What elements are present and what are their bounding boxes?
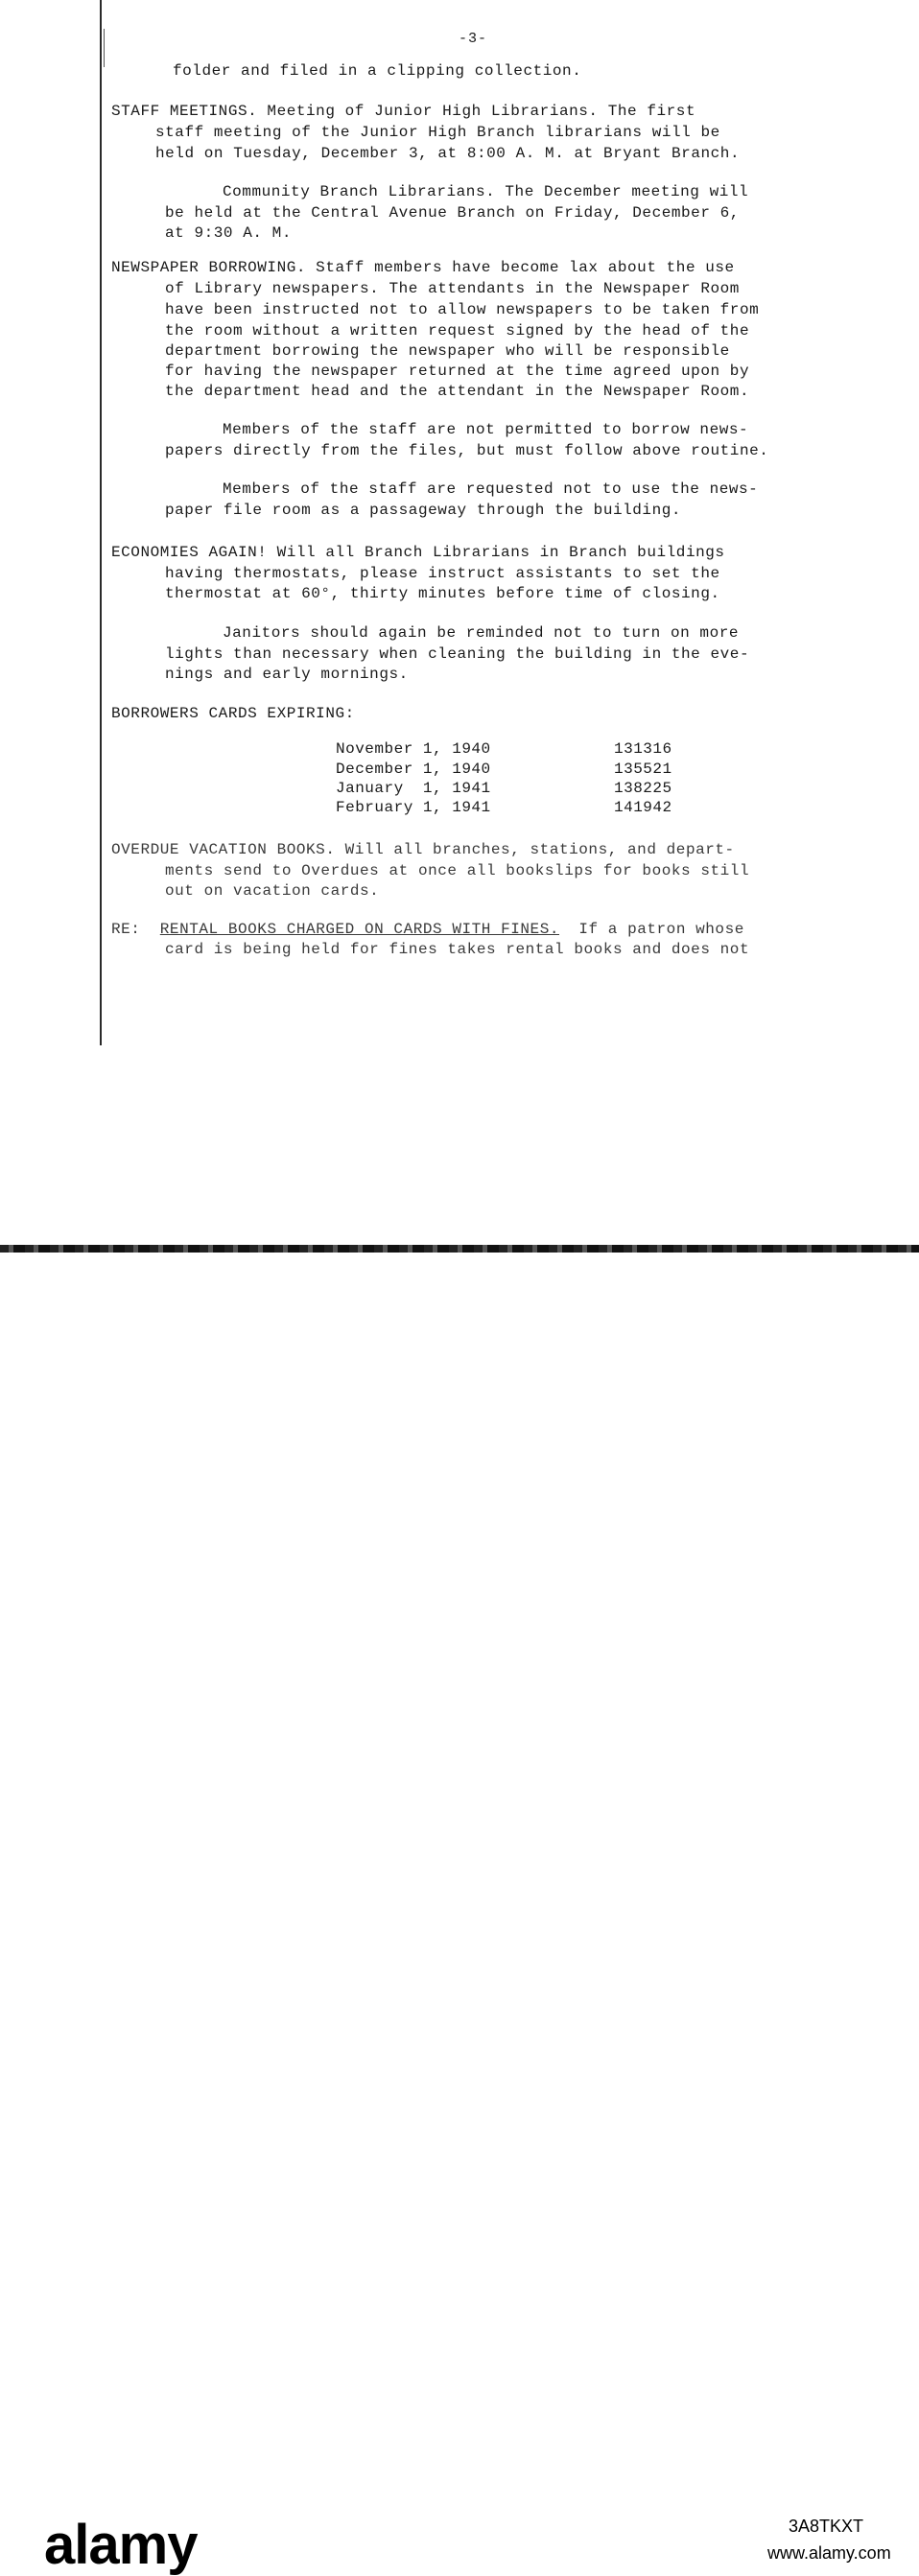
card-number: 131316 — [614, 740, 672, 758]
staff-meetings-line-1: STAFF MEETINGS. Meeting of Junior High Librarians. The first — [111, 103, 696, 120]
newspaper-line-7: the department head and the attendant in the Newspaper Room. — [165, 383, 750, 400]
alamy-logo: alamy — [44, 2514, 198, 2576]
community-branch-line-1: Community Branch Librarians. The December meeting will — [223, 183, 749, 200]
janitors-line-3: nings and early mornings. — [165, 666, 409, 683]
document-page — [0, 0, 919, 1247]
newspaper-line-1: NEWSPAPER BORROWING. Staff members have become lax about the use — [111, 259, 735, 276]
community-branch-line-2: be held at the Central Avenue Branch on Friday, December 6, — [165, 204, 740, 222]
scan-edge-strip — [0, 1245, 919, 1253]
rental-line-1-rest: If a patron whose — [578, 921, 744, 938]
rental-line-1 — [111, 920, 744, 939]
card-number: 135521 — [614, 761, 672, 778]
newspaper-line-3: have been instructed not to allow newspapers to be taken from — [165, 301, 760, 318]
continuation-line: folder and filed in a clipping collection. — [173, 62, 582, 80]
overdue-line-3: out on vacation cards. — [165, 882, 380, 900]
newspaper-line-2: of Library newspapers. The attendants in the Newspaper Room — [165, 280, 740, 297]
janitors-line-1: Janitors should again be reminded not to turn on more — [223, 624, 740, 642]
rental-heading: RENTAL BOOKS CHARGED ON CARDS WITH FINES. — [159, 921, 559, 938]
janitors-line-2: lights than necessary when cleaning the building in the eve- — [165, 645, 750, 663]
expiry-date: February 1, 1941 — [336, 799, 491, 816]
economies-line-2: having thermostats, please instruct assistants to set the — [165, 565, 720, 582]
newspaper-p2-line-2: papers directly from the files, but must follow above routine. — [165, 442, 769, 459]
newspaper-line-5: department borrowing the newspaper who will be responsible — [165, 342, 730, 360]
watermark-footer — [0, 1253, 919, 2576]
overdue-line-2: ments send to Overdues at once all bookslips for books still — [165, 862, 750, 879]
newspaper-p3-line-1: Members of the staff are requested not to use the news- — [223, 480, 759, 498]
expiry-date: November 1, 1940 — [336, 740, 491, 758]
newspaper-p3-line-2: paper file room as a passageway through the building. — [165, 502, 682, 519]
expiry-date: January 1, 1941 — [336, 780, 491, 797]
binding-edge-mark — [104, 29, 105, 67]
newspaper-line-6: for having the newspaper returned at the time agreed upon by — [165, 363, 750, 380]
watermark-url: www.alamy.com — [767, 2543, 891, 2563]
newspaper-p2-line-1: Members of the staff are not permitted to borrow news- — [223, 421, 749, 438]
overdue-line-1: OVERDUE VACATION BOOKS. Will all branches, stations, and depart- — [111, 841, 735, 858]
rental-line-2: card is being held for fines takes rental books and does not — [165, 941, 750, 958]
rental-prefix: RE: — [111, 921, 141, 938]
page-number: -3- — [459, 31, 488, 47]
economies-line-3: thermostat at 60°, thirty minutes before time of closing. — [165, 585, 720, 602]
community-branch-line-3: at 9:30 A. M. — [165, 224, 292, 242]
economies-line-1: ECONOMIES AGAIN! Will all Branch Librarians in Branch buildings — [111, 544, 725, 561]
binding-edge-line — [100, 0, 102, 1045]
image-id-code: 3A8TKXT — [789, 2517, 864, 2536]
card-number: 141942 — [614, 799, 672, 816]
card-number: 138225 — [614, 780, 672, 797]
borrowers-cards-heading: BORROWERS CARDS EXPIRING: — [111, 705, 355, 722]
staff-meetings-line-2: staff meeting of the Junior High Branch librarians will be — [155, 124, 720, 141]
expiry-date: December 1, 1940 — [336, 761, 491, 778]
staff-meetings-line-3: held on Tuesday, December 3, at 8:00 A. M. at Bryant Branch. — [155, 145, 741, 162]
newspaper-line-4: the room without a written request signed by the head of the — [165, 322, 750, 340]
